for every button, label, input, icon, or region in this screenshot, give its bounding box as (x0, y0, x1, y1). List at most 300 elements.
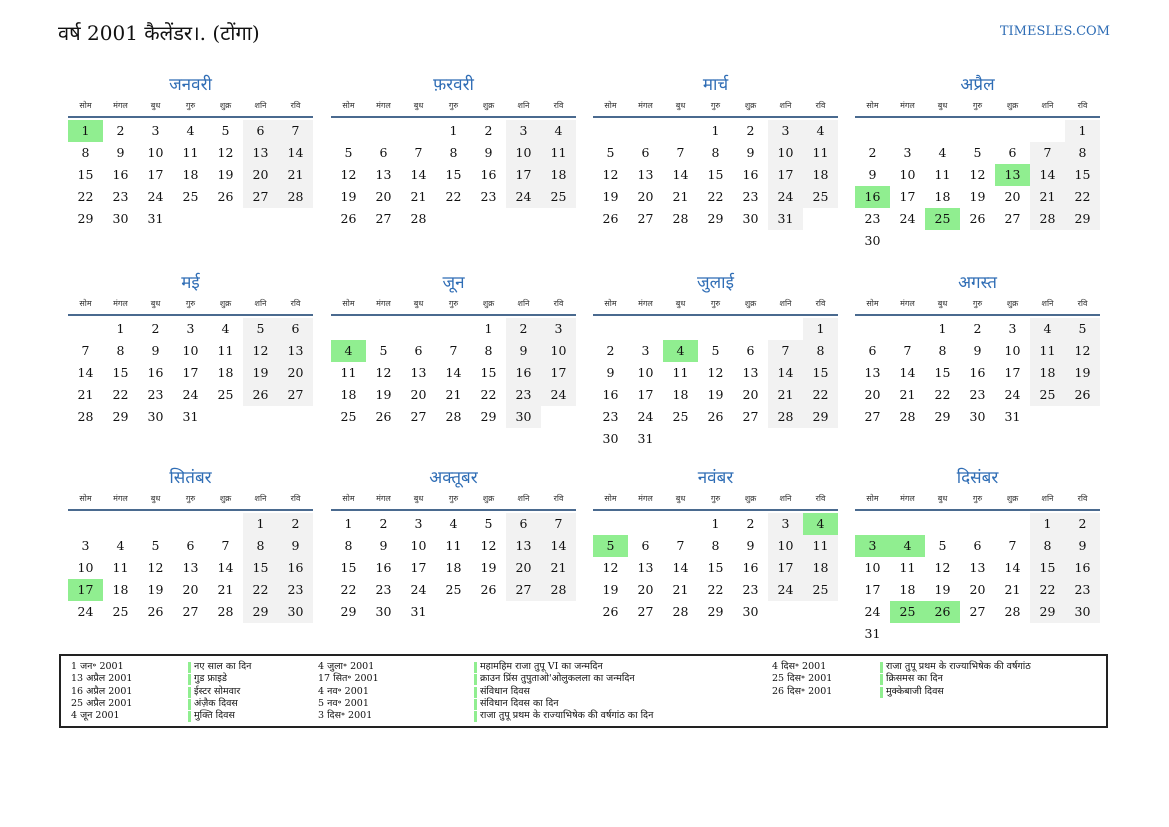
day-cell[interactable]: 23 (742, 189, 759, 204)
day-cell[interactable]: 10 (768, 142, 803, 164)
day-cell[interactable]: 23 (278, 579, 313, 601)
day-cell[interactable]: 10 (899, 167, 916, 182)
day-cell[interactable]: 1 (938, 321, 947, 336)
day-cell[interactable]: 24 (77, 604, 94, 619)
day-cell[interactable]: 14 (672, 167, 689, 182)
day-cell[interactable]: 19 (1065, 362, 1100, 384)
day-cell[interactable]: 24 (768, 186, 803, 208)
day-cell[interactable]: 2 (1065, 513, 1100, 535)
day-cell[interactable]: 12 (375, 365, 392, 380)
day-cell[interactable]: 9 (1065, 535, 1100, 557)
day-cell[interactable]: 28 (410, 211, 427, 226)
day-cell[interactable]: 19 (602, 189, 619, 204)
day-cell[interactable]: 8 (938, 343, 947, 358)
day-cell[interactable]: 29 (112, 409, 129, 424)
day-cell[interactable]: 2 (973, 321, 982, 336)
day-cell[interactable]: 17 (506, 164, 541, 186)
day-cell[interactable]: 30 (112, 211, 129, 226)
day-cell[interactable]: 11 (1030, 340, 1065, 362)
day-cell[interactable]: 2 (606, 343, 615, 358)
day-cell[interactable]: 16 (602, 387, 619, 402)
day-cell[interactable]: 17 (637, 387, 654, 402)
day-cell[interactable]: 4 (116, 538, 125, 553)
day-cell[interactable]: 28 (541, 579, 576, 601)
day-cell[interactable]: 27 (637, 211, 654, 226)
day-cell[interactable]: 27 (1004, 211, 1021, 226)
day-cell[interactable]: 4 (221, 321, 230, 336)
day-cell[interactable]: 14 (1004, 560, 1021, 575)
day-cell[interactable]: 1 (711, 516, 720, 531)
day-cell[interactable]: 7 (676, 145, 685, 160)
day-cell[interactable]: 20 (864, 387, 881, 402)
day-cell[interactable]: 10 (768, 535, 803, 557)
day-cell[interactable]: 9 (151, 343, 160, 358)
day-cell[interactable]: 15 (480, 365, 497, 380)
day-cell[interactable]: 9 (868, 167, 877, 182)
day-cell[interactable]: 12 (147, 560, 164, 575)
day-cell[interactable]: 31 (1004, 409, 1021, 424)
day-cell[interactable]: 6 (1008, 145, 1017, 160)
day-cell[interactable]: 18 (672, 387, 689, 402)
day-cell[interactable]: 21 (1030, 186, 1065, 208)
day-cell[interactable]: 11 (182, 145, 199, 160)
day-cell[interactable]: 23 (742, 582, 759, 597)
day-cell[interactable]: 24 (541, 384, 576, 406)
day-cell[interactable]: 6 (746, 343, 755, 358)
day-cell[interactable]: 12 (969, 167, 986, 182)
day-cell[interactable]: 19 (340, 189, 357, 204)
day-cell[interactable]: 1 (243, 513, 278, 535)
day-cell[interactable]: 3 (541, 318, 576, 340)
day-cell[interactable]: 20 (375, 189, 392, 204)
day-cell[interactable]: 15 (1030, 557, 1065, 579)
day-cell[interactable]: 15 (707, 560, 724, 575)
day-cell[interactable]: 21 (445, 387, 462, 402)
day-cell[interactable]: 14 (672, 560, 689, 575)
day-cell[interactable]: 10 (637, 365, 654, 380)
day-cell[interactable]: 22 (243, 579, 278, 601)
day-cell[interactable]: 14 (541, 535, 576, 557)
day-cell[interactable]: 3 (1008, 321, 1017, 336)
day-cell[interactable]: 14 (278, 142, 313, 164)
day-cell[interactable]: 27 (182, 604, 199, 619)
holiday-day-cell[interactable]: 4 (803, 513, 838, 535)
day-cell[interactable]: 24 (768, 579, 803, 601)
day-cell[interactable]: 17 (182, 365, 199, 380)
day-cell[interactable]: 8 (243, 535, 278, 557)
day-cell[interactable]: 15 (934, 365, 951, 380)
day-cell[interactable]: 10 (541, 340, 576, 362)
day-cell[interactable]: 22 (480, 387, 497, 402)
day-cell[interactable]: 22 (445, 189, 462, 204)
day-cell[interactable]: 16 (506, 362, 541, 384)
day-cell[interactable]: 30 (969, 409, 986, 424)
day-cell[interactable]: 26 (1065, 384, 1100, 406)
day-cell[interactable]: 21 (217, 582, 234, 597)
day-cell[interactable]: 22 (707, 582, 724, 597)
day-cell[interactable]: 28 (278, 186, 313, 208)
day-cell[interactable]: 27 (243, 186, 278, 208)
day-cell[interactable]: 15 (1065, 164, 1100, 186)
day-cell[interactable]: 21 (541, 557, 576, 579)
day-cell[interactable]: 2 (746, 516, 755, 531)
day-cell[interactable]: 12 (934, 560, 951, 575)
day-cell[interactable]: 16 (112, 167, 129, 182)
day-cell[interactable]: 28 (1030, 208, 1065, 230)
day-cell[interactable]: 18 (182, 167, 199, 182)
day-cell[interactable]: 13 (182, 560, 199, 575)
day-cell[interactable]: 12 (602, 560, 619, 575)
day-cell[interactable]: 26 (217, 189, 234, 204)
day-cell[interactable]: 20 (637, 582, 654, 597)
day-cell[interactable]: 31 (768, 208, 803, 230)
day-cell[interactable]: 23 (602, 409, 619, 424)
day-cell[interactable]: 24 (182, 387, 199, 402)
day-cell[interactable]: 9 (484, 145, 493, 160)
day-cell[interactable]: 19 (217, 167, 234, 182)
day-cell[interactable]: 23 (969, 387, 986, 402)
day-cell[interactable]: 9 (116, 145, 125, 160)
day-cell[interactable]: 13 (278, 340, 313, 362)
day-cell[interactable]: 21 (1004, 582, 1021, 597)
day-cell[interactable]: 22 (707, 189, 724, 204)
day-cell[interactable]: 5 (151, 538, 160, 553)
day-cell[interactable]: 20 (1004, 189, 1021, 204)
day-cell[interactable]: 16 (969, 365, 986, 380)
day-cell[interactable]: 6 (379, 145, 388, 160)
holiday-day-cell[interactable]: 1 (68, 120, 103, 142)
day-cell[interactable]: 23 (1065, 579, 1100, 601)
day-cell[interactable]: 25 (541, 186, 576, 208)
day-cell[interactable]: 23 (480, 189, 497, 204)
day-cell[interactable]: 25 (182, 189, 199, 204)
day-cell[interactable]: 16 (1065, 557, 1100, 579)
day-cell[interactable]: 31 (182, 409, 199, 424)
day-cell[interactable]: 15 (803, 362, 838, 384)
day-cell[interactable]: 6 (414, 343, 423, 358)
day-cell[interactable]: 6 (278, 318, 313, 340)
day-cell[interactable]: 12 (340, 167, 357, 182)
day-cell[interactable]: 22 (1065, 186, 1100, 208)
day-cell[interactable]: 26 (340, 211, 357, 226)
day-cell[interactable]: 1 (484, 321, 493, 336)
day-cell[interactable]: 15 (112, 365, 129, 380)
holiday-day-cell[interactable]: 13 (995, 164, 1030, 186)
day-cell[interactable]: 19 (243, 362, 278, 384)
day-cell[interactable]: 28 (768, 406, 803, 428)
day-cell[interactable]: 20 (969, 582, 986, 597)
day-cell[interactable]: 21 (672, 189, 689, 204)
day-cell[interactable]: 18 (217, 365, 234, 380)
day-cell[interactable]: 1 (711, 123, 720, 138)
day-cell[interactable]: 27 (506, 579, 541, 601)
holiday-day-cell[interactable]: 4 (331, 340, 366, 362)
day-cell[interactable]: 21 (278, 164, 313, 186)
day-cell[interactable]: 3 (903, 145, 912, 160)
day-cell[interactable]: 29 (480, 409, 497, 424)
day-cell[interactable]: 29 (1065, 208, 1100, 230)
day-cell[interactable]: 13 (637, 560, 654, 575)
day-cell[interactable]: 20 (243, 164, 278, 186)
day-cell[interactable]: 29 (77, 211, 94, 226)
day-cell[interactable]: 18 (112, 582, 129, 597)
day-cell[interactable]: 7 (676, 538, 685, 553)
day-cell[interactable]: 15 (707, 167, 724, 182)
day-cell[interactable]: 5 (606, 145, 615, 160)
day-cell[interactable]: 13 (864, 365, 881, 380)
day-cell[interactable]: 5 (243, 318, 278, 340)
day-cell[interactable]: 27 (278, 384, 313, 406)
day-cell[interactable]: 29 (934, 409, 951, 424)
day-cell[interactable]: 27 (410, 409, 427, 424)
day-cell[interactable]: 25 (803, 579, 838, 601)
day-cell[interactable]: 30 (278, 601, 313, 623)
day-cell[interactable]: 27 (969, 604, 986, 619)
day-cell[interactable]: 30 (375, 604, 392, 619)
day-cell[interactable]: 24 (1004, 387, 1021, 402)
day-cell[interactable]: 12 (243, 340, 278, 362)
day-cell[interactable]: 21 (410, 189, 427, 204)
day-cell[interactable]: 9 (379, 538, 388, 553)
holiday-day-cell[interactable]: 26 (925, 601, 960, 623)
day-cell[interactable]: 28 (445, 409, 462, 424)
day-cell[interactable]: 25 (445, 582, 462, 597)
day-cell[interactable]: 13 (742, 365, 759, 380)
day-cell[interactable]: 17 (864, 582, 881, 597)
day-cell[interactable]: 6 (641, 538, 650, 553)
day-cell[interactable]: 5 (221, 123, 230, 138)
day-cell[interactable]: 2 (506, 318, 541, 340)
day-cell[interactable]: 1 (803, 318, 838, 340)
day-cell[interactable]: 29 (707, 604, 724, 619)
day-cell[interactable]: 7 (768, 340, 803, 362)
day-cell[interactable]: 17 (768, 557, 803, 579)
day-cell[interactable]: 14 (217, 560, 234, 575)
day-cell[interactable]: 19 (969, 189, 986, 204)
day-cell[interactable]: 4 (541, 120, 576, 142)
day-cell[interactable]: 18 (340, 387, 357, 402)
day-cell[interactable]: 24 (864, 604, 881, 619)
day-cell[interactable]: 30 (864, 233, 881, 248)
day-cell[interactable]: 12 (217, 145, 234, 160)
day-cell[interactable]: 16 (147, 365, 164, 380)
day-cell[interactable]: 9 (973, 343, 982, 358)
day-cell[interactable]: 8 (1030, 535, 1065, 557)
day-cell[interactable]: 3 (768, 513, 803, 535)
day-cell[interactable]: 11 (340, 365, 357, 380)
day-cell[interactable]: 11 (803, 535, 838, 557)
day-cell[interactable]: 22 (934, 387, 951, 402)
day-cell[interactable]: 12 (1065, 340, 1100, 362)
day-cell[interactable]: 11 (445, 538, 462, 553)
day-cell[interactable]: 6 (506, 513, 541, 535)
day-cell[interactable]: 6 (868, 343, 877, 358)
day-cell[interactable]: 20 (182, 582, 199, 597)
day-cell[interactable]: 29 (1030, 601, 1065, 623)
day-cell[interactable]: 12 (707, 365, 724, 380)
day-cell[interactable]: 6 (186, 538, 195, 553)
holiday-day-cell[interactable]: 25 (925, 208, 960, 230)
day-cell[interactable]: 7 (221, 538, 230, 553)
day-cell[interactable]: 16 (742, 167, 759, 182)
day-cell[interactable]: 2 (116, 123, 125, 138)
day-cell[interactable]: 8 (711, 145, 720, 160)
day-cell[interactable]: 7 (541, 513, 576, 535)
day-cell[interactable]: 20 (278, 362, 313, 384)
day-cell[interactable]: 22 (340, 582, 357, 597)
day-cell[interactable]: 23 (112, 189, 129, 204)
day-cell[interactable]: 18 (803, 164, 838, 186)
day-cell[interactable]: 23 (864, 211, 881, 226)
day-cell[interactable]: 26 (969, 211, 986, 226)
day-cell[interactable]: 24 (147, 189, 164, 204)
day-cell[interactable]: 27 (742, 409, 759, 424)
day-cell[interactable]: 14 (410, 167, 427, 182)
day-cell[interactable]: 14 (1030, 164, 1065, 186)
day-cell[interactable]: 14 (445, 365, 462, 380)
day-cell[interactable]: 17 (1004, 365, 1021, 380)
day-cell[interactable]: 8 (344, 538, 353, 553)
day-cell[interactable]: 16 (742, 560, 759, 575)
day-cell[interactable]: 21 (768, 384, 803, 406)
day-cell[interactable]: 13 (410, 365, 427, 380)
day-cell[interactable]: 22 (77, 189, 94, 204)
day-cell[interactable]: 26 (375, 409, 392, 424)
day-cell[interactable]: 6 (973, 538, 982, 553)
day-cell[interactable]: 9 (746, 538, 755, 553)
day-cell[interactable]: 7 (414, 145, 423, 160)
day-cell[interactable]: 25 (217, 387, 234, 402)
day-cell[interactable]: 8 (1065, 142, 1100, 164)
day-cell[interactable]: 19 (375, 387, 392, 402)
day-cell[interactable]: 2 (151, 321, 160, 336)
day-cell[interactable]: 17 (541, 362, 576, 384)
day-cell[interactable]: 2 (868, 145, 877, 160)
day-cell[interactable]: 10 (77, 560, 94, 575)
day-cell[interactable]: 22 (1030, 579, 1065, 601)
day-cell[interactable]: 13 (375, 167, 392, 182)
day-cell[interactable]: 30 (742, 604, 759, 619)
day-cell[interactable]: 25 (803, 186, 838, 208)
day-cell[interactable]: 7 (1008, 538, 1017, 553)
day-cell[interactable]: 18 (1030, 362, 1065, 384)
day-cell[interactable]: 31 (637, 431, 654, 446)
day-cell[interactable]: 30 (147, 409, 164, 424)
day-cell[interactable]: 2 (746, 123, 755, 138)
day-cell[interactable]: 11 (672, 365, 689, 380)
day-cell[interactable]: 11 (803, 142, 838, 164)
day-cell[interactable]: 24 (899, 211, 916, 226)
site-link[interactable]: TIMESLES.COM (999, 24, 1110, 39)
day-cell[interactable]: 12 (480, 538, 497, 553)
day-cell[interactable]: 9 (606, 365, 615, 380)
day-cell[interactable]: 11 (112, 560, 129, 575)
day-cell[interactable]: 17 (899, 189, 916, 204)
day-cell[interactable]: 20 (637, 189, 654, 204)
day-cell[interactable]: 15 (445, 167, 462, 182)
holiday-day-cell[interactable]: 25 (890, 601, 925, 623)
day-cell[interactable]: 28 (1004, 604, 1021, 619)
day-cell[interactable]: 19 (602, 582, 619, 597)
day-cell[interactable]: 8 (711, 538, 720, 553)
day-cell[interactable]: 3 (641, 343, 650, 358)
day-cell[interactable]: 10 (182, 343, 199, 358)
day-cell[interactable]: 9 (506, 340, 541, 362)
day-cell[interactable]: 28 (77, 409, 94, 424)
day-cell[interactable]: 5 (711, 343, 720, 358)
day-cell[interactable]: 18 (934, 189, 951, 204)
day-cell[interactable]: 16 (278, 557, 313, 579)
holiday-day-cell[interactable]: 3 (855, 535, 890, 557)
day-cell[interactable]: 8 (484, 343, 493, 358)
day-cell[interactable]: 14 (77, 365, 94, 380)
day-cell[interactable]: 22 (803, 384, 838, 406)
day-cell[interactable]: 7 (449, 343, 458, 358)
day-cell[interactable]: 26 (480, 582, 497, 597)
day-cell[interactable]: 13 (243, 142, 278, 164)
day-cell[interactable]: 30 (602, 431, 619, 446)
day-cell[interactable]: 3 (768, 120, 803, 142)
day-cell[interactable]: 22 (112, 387, 129, 402)
day-cell[interactable]: 21 (672, 582, 689, 597)
day-cell[interactable]: 18 (445, 560, 462, 575)
day-cell[interactable]: 31 (864, 626, 881, 641)
day-cell[interactable]: 10 (410, 538, 427, 553)
day-cell[interactable]: 1 (116, 321, 125, 336)
day-cell[interactable]: 30 (1065, 601, 1100, 623)
day-cell[interactable]: 4 (449, 516, 458, 531)
holiday-day-cell[interactable]: 4 (890, 535, 925, 557)
day-cell[interactable]: 14 (768, 362, 803, 384)
day-cell[interactable]: 15 (77, 167, 94, 182)
day-cell[interactable]: 30 (742, 211, 759, 226)
day-cell[interactable]: 2 (278, 513, 313, 535)
day-cell[interactable]: 31 (410, 604, 427, 619)
day-cell[interactable]: 9 (278, 535, 313, 557)
day-cell[interactable]: 19 (934, 582, 951, 597)
day-cell[interactable]: 16 (375, 560, 392, 575)
day-cell[interactable]: 25 (1030, 384, 1065, 406)
day-cell[interactable]: 7 (903, 343, 912, 358)
day-cell[interactable]: 29 (243, 601, 278, 623)
day-cell[interactable]: 25 (340, 409, 357, 424)
day-cell[interactable]: 8 (449, 145, 458, 160)
day-cell[interactable]: 5 (484, 516, 493, 531)
day-cell[interactable]: 4 (938, 145, 947, 160)
day-cell[interactable]: 1 (344, 516, 353, 531)
holiday-day-cell[interactable]: 16 (855, 186, 890, 208)
day-cell[interactable]: 28 (672, 211, 689, 226)
day-cell[interactable]: 24 (506, 186, 541, 208)
day-cell[interactable]: 4 (186, 123, 195, 138)
day-cell[interactable]: 6 (641, 145, 650, 160)
holiday-day-cell[interactable]: 4 (663, 340, 698, 362)
day-cell[interactable]: 17 (768, 164, 803, 186)
day-cell[interactable]: 3 (81, 538, 90, 553)
day-cell[interactable]: 5 (344, 145, 353, 160)
day-cell[interactable]: 12 (602, 167, 619, 182)
day-cell[interactable]: 7 (278, 120, 313, 142)
day-cell[interactable]: 25 (672, 409, 689, 424)
day-cell[interactable]: 3 (186, 321, 195, 336)
day-cell[interactable]: 2 (379, 516, 388, 531)
holiday-day-cell[interactable]: 5 (593, 535, 628, 557)
day-cell[interactable]: 10 (147, 145, 164, 160)
day-cell[interactable]: 15 (340, 560, 357, 575)
day-cell[interactable]: 20 (506, 557, 541, 579)
day-cell[interactable]: 14 (899, 365, 916, 380)
day-cell[interactable]: 26 (707, 409, 724, 424)
